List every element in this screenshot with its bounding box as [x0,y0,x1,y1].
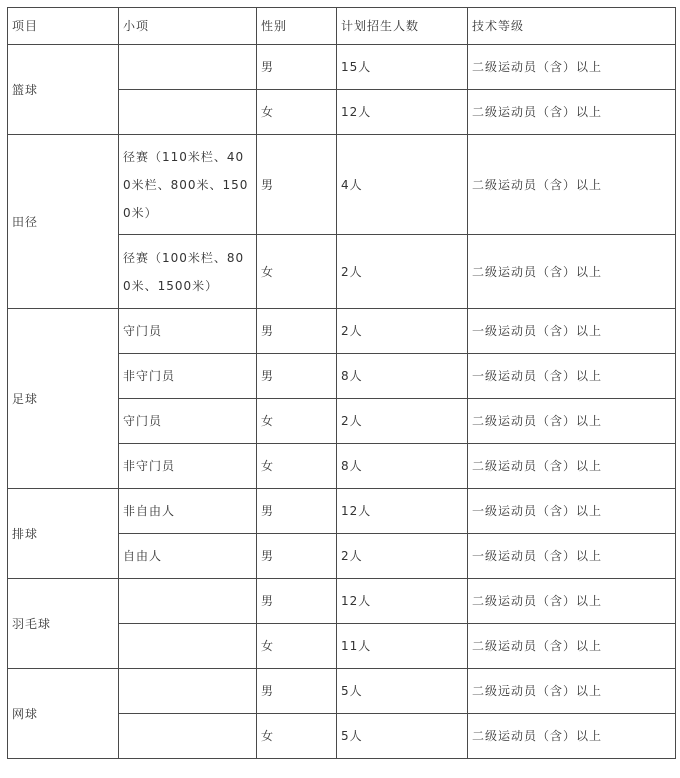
header-row [8,8,676,45]
level-cell: 二级运动员（含）以上 [468,579,676,624]
quota-cell: 15人 [337,45,468,90]
quota-cell: 8人 [337,444,468,489]
sub-cell: 径赛（110米栏、400米栏、800米、1500米） [119,135,257,235]
gender-cell: 女 [257,714,337,759]
sport-name-football: 足球 [8,309,119,489]
header-item: 项目 [8,8,119,45]
gender-cell: 男 [257,534,337,579]
gender-cell: 女 [257,90,337,135]
gender-cell: 男 [257,489,337,534]
quota-cell: 5人 [337,669,468,714]
level-cell: 二级远动员（含）以上 [468,669,676,714]
quota-cell: 12人 [337,579,468,624]
sub-cell: 非守门员 [119,444,257,489]
sub-cell [119,624,257,669]
level-cell: 二级运动员（含）以上 [468,399,676,444]
gender-cell: 男 [257,45,337,90]
sub-cell: 非守门员 [119,354,257,399]
table-row [8,309,676,354]
sub-cell [119,579,257,624]
header-sub: 小项 [119,8,257,45]
header-quota: 计划招生人数 [337,8,468,45]
quota-cell: 2人 [337,235,468,309]
quota-cell: 2人 [337,399,468,444]
level-cell: 二级运动员（含）以上 [468,624,676,669]
level-cell: 二级运动员（含）以上 [468,714,676,759]
sport-name-tennis: 网球 [8,669,119,759]
quota-cell: 2人 [337,534,468,579]
quota-cell: 12人 [337,90,468,135]
sport-name-badminton: 羽毛球 [8,579,119,669]
level-cell: 二级运动员（含）以上 [468,235,676,309]
gender-cell: 男 [257,354,337,399]
quota-cell: 2人 [337,309,468,354]
level-cell: 一级运动员（含）以上 [468,354,676,399]
level-cell: 二级运动员（含）以上 [468,135,676,235]
sub-cell [119,90,257,135]
quota-cell: 12人 [337,489,468,534]
recruitment-table [7,7,676,759]
sport-name-athletics: 田径 [8,135,119,309]
sport-name-volleyball: 排球 [8,489,119,579]
quota-cell: 5人 [337,714,468,759]
header-gender: 性别 [257,8,337,45]
table-row [8,579,676,624]
sub-cell [119,669,257,714]
level-cell: 二级运动员（含）以上 [468,45,676,90]
gender-cell: 女 [257,624,337,669]
sub-cell: 自由人 [119,534,257,579]
gender-cell: 男 [257,135,337,235]
header-level: 技术等级 [468,8,676,45]
sub-cell [119,714,257,759]
gender-cell: 女 [257,235,337,309]
level-cell: 一级运动员（含）以上 [468,309,676,354]
sub-cell: 径赛（100米栏、800米、1500米） [119,235,257,309]
table-row [8,669,676,714]
quota-cell: 11人 [337,624,468,669]
table-row [8,135,676,235]
sport-name-basketball: 篮球 [8,45,119,135]
quota-cell: 4人 [337,135,468,235]
level-cell: 二级运动员（含）以上 [468,90,676,135]
sub-cell [119,45,257,90]
gender-cell: 女 [257,444,337,489]
gender-cell: 男 [257,669,337,714]
sub-cell: 守门员 [119,399,257,444]
gender-cell: 男 [257,309,337,354]
sub-cell: 守门员 [119,309,257,354]
gender-cell: 女 [257,399,337,444]
table-row [8,45,676,90]
gender-cell: 男 [257,579,337,624]
level-cell: 二级运动员（含）以上 [468,444,676,489]
quota-cell: 8人 [337,354,468,399]
level-cell: 一级运动员（含）以上 [468,534,676,579]
sub-cell: 非自由人 [119,489,257,534]
level-cell: 一级运动员（含）以上 [468,489,676,534]
table-row [8,489,676,534]
